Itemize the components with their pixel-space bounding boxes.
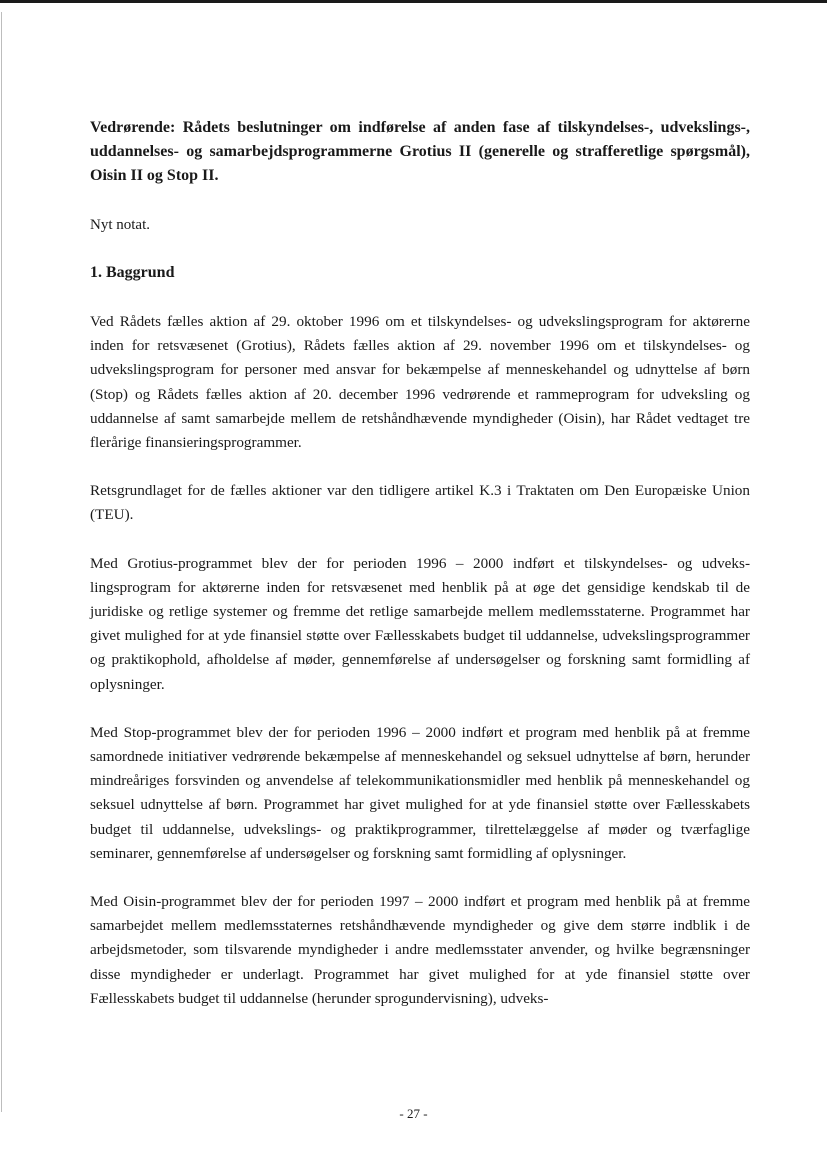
top-edge-rule xyxy=(0,0,827,3)
scan-edge-mark xyxy=(1,12,2,1112)
document-page xyxy=(90,116,750,1035)
paragraph-legal-basis: Retsgrundlaget for de fælles aktioner var den tidligere artikel K.3 i Traktaten om Den Europæiske Union (TEU). xyxy=(90,482,750,524)
section-heading: 1. Baggrund xyxy=(90,264,175,281)
page-number: - 27 - xyxy=(399,1106,428,1121)
subject-heading: Vedrørende: Rådets beslutninger om indførelse af anden fase af tilskyndelses-, udvekslings-, uddannelses- og samarbejdsprogrammerne Grotius II (generelle og strafferetlige spørgsmål), Oisin II og Stop II. xyxy=(90,119,750,184)
paragraph-oisin: Med Oisin-programmet blev der for perioden 1997 – 2000 indført et program med henblik på at fremme samarbejdet mellem medlemsstaternes retshåndhævende myndigheder og give dem større indblik i de arbejdsmetoder, som tilsvarende myndigheder i andre medlemsstater anvender, og hvilke begrænsninger disse myndigheder er underlagt. Programmet har givet mulighed for at yde finansiel støtte over Fællesskabets budget til uddannelse (herunder sprogundervisning), udveks- xyxy=(90,893,750,1007)
paragraph-stop: Med Stop-programmet blev der for perioden 1996 – 2000 indført et program med henblik på at fremme samordnede initiativer vedrørende bekæmpelse af menneskehandel og seksuel udnyttelse af børn, herunder mindreåriges forsvinden og anvendelse af telekommunikationsmidler med henblik på menneskehandel og seksuel udnyttelse af børn. Programmet har givet mulighed for at yde finansiel støtte over Fællesskabets budget til uddannelse, udvekslings- og praktikprogrammer, tilrettelæggelse af møder og tværfaglige seminarer, gennemførelse af undersøgelser og forskning samt formidling af oplysninger. xyxy=(90,723,750,862)
paragraph-background: Ved Rådets fælles aktion af 29. oktober 1996 om et tilskyndelses- og udvekslingsprogram for aktørerne inden for retsvæsenet (Grotius), Rådets fælles aktion af 29. november 1996 om et tilskyndelses- og udvekslingsprogram for personer med ansvar for bekæmpelse af menneskehandel og udnyttelse af børn (Stop) og Rådets fælles aktion af 20. december 1996 vedrørende et rammeprogram for udveksling og uddannelse af samt samarbejde mellem de retshåndhævende myndigheder (Oisin), har Rådet vedtaget tre flerårige finansieringsprogrammer. xyxy=(90,313,750,452)
note-line: Nyt notat. xyxy=(90,217,150,233)
paragraph-grotius: Med Grotius-programmet blev der for perioden 1996 – 2000 indført et tilskyndelses- og udvekslingsprogram for aktørerne inden for retsvæsenet med henblik på at øge det gensidige kendskab til de juridiske og retlige systemer og fremme det retlige samarbejde mellem medlemsstaterne. Programmet har givet mulighed for at yde finansiel støtte over Fællesskabets budget til uddannelse, udvekslingsprogrammer og praktikophold, afholdelse af møder, gennemførelse af undersøgelser og forskning samt formidling af oplysninger. xyxy=(90,554,750,693)
